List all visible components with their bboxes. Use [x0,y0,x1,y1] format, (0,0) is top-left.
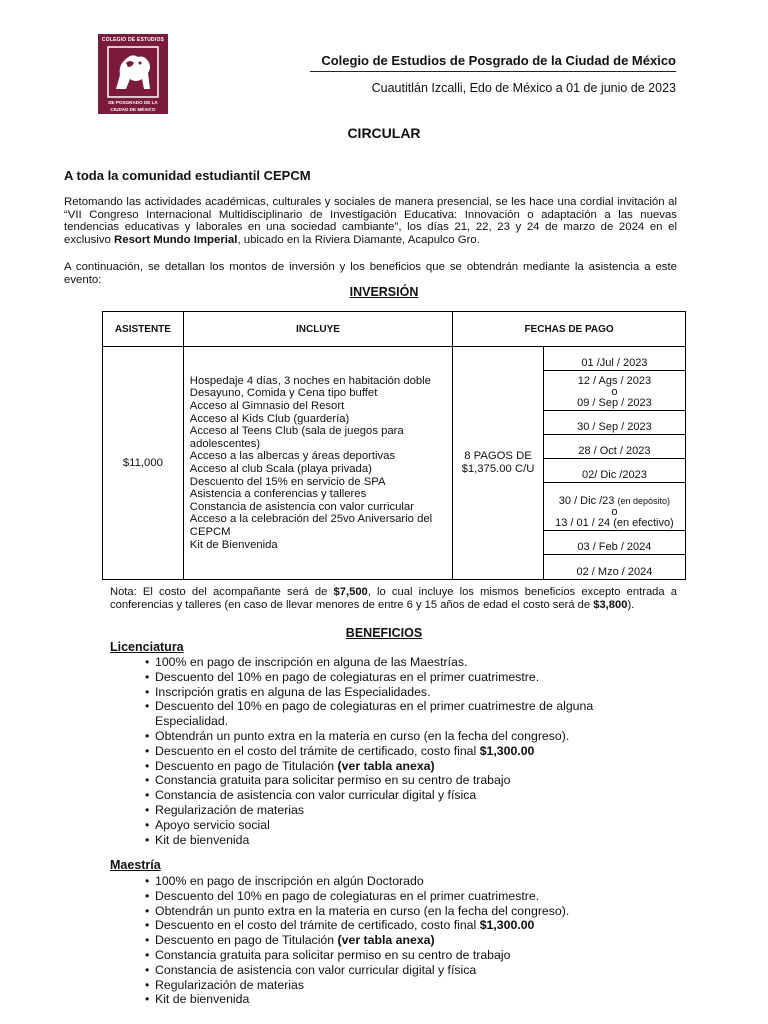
list-item: • Obtendrán un punto extra en la materia en curso (en la fecha del congreso). [145,729,665,744]
list-item: • Obtendrán un punto extra en la materia en curso (en la fecha del congreso). [145,904,665,919]
fecha-8: 02 / Mzo / 2024 [576,566,653,578]
incluye-list [184,375,452,551]
resort-name: Resort Mundo Imperial [114,233,238,246]
fecha-5: 02/ Dic /2023 [544,459,685,483]
maestria-title: Maestría [110,858,161,872]
companion-note: Nota: El costo del acompañante será de $7,500, lo cual incluye los mismos beneficios excepto entrada a conferencias y talleres (en caso de llevar menores de entre 6 y 15 años de edad el costo será de $3,800). [110,586,677,611]
list-item: • Descuento en el costo del trámite de certificado, costo final $1,300.00 [145,744,665,759]
list-item: • Regularización de materias [145,803,665,818]
table-header-row [103,312,686,347]
list-item: • Kit de bienvenida [145,992,665,1007]
list-item: • Descuento en pago de Titulación (ver tabla anexa) [145,933,665,948]
incluye-item: Acceso a las albercas y áreas deportivas [189,450,396,463]
pagos-line-1: 8 PAGOS DE [464,450,532,462]
fecha-3: 30 / Sep / 2023 [544,411,685,435]
incluye-item: Constancia de asistencia con valor curricular [189,500,414,513]
place-date: Cuautitlán Izcalli, Edo de México a 01 de junio de 2023 [371,81,676,95]
list-item: • Constancia de asistencia con valor curricular digital y física [145,788,665,803]
list-item: • Descuento del 10% en pago de colegiaturas en el primer cuatrimestre de alguna Especialidad. [145,699,665,729]
header-divider [310,71,676,72]
lion-emblem-icon [106,45,160,99]
institution-name: Colegio de Estudios de Posgrado de la Ciudad de México [321,53,676,68]
table-row [103,347,686,580]
college-logo [98,34,168,114]
list-item: • Descuento en el costo del trámite de certificado, costo final $1,300.00 [145,918,665,933]
incluye-item: Desayuno, Comida y Cena tipo buffet [189,387,378,400]
incluye-item: Acceso al Teens Club (sala de juegos para adolescentes) [189,425,404,450]
incluye-item: Kit de Bienvenida [189,538,278,551]
incluye-item: Acceso al Gimnasio del Resort [189,400,345,413]
pagos-line-2: $1,375.00 C/U [461,463,535,475]
list-item: • Kit de bienvenida [145,833,665,848]
list-item: • Constancia gratuita para solicitar permiso en su centro de trabajo [145,948,665,963]
fecha-2: 12 / Ags / 2023 o 09 / Sep / 2023 [544,371,685,411]
incluye-item: Descuento del 15% en servicio de SPA [189,475,386,488]
list-item: • 100% en pago de inscripción en alguna de las Maestrías. [145,655,665,670]
licenciatura-title: Licenciatura [110,640,184,654]
inversion-title: INVERSIÓN [349,285,419,299]
investment-table [102,311,686,580]
list-item: • Constancia de asistencia con valor curricular digital y física [145,963,665,978]
list-item: • Descuento del 10% en pago de colegiaturas en el primer cuatrimestre. [145,670,665,685]
list-item: • Apoyo servicio social [145,818,665,833]
incluye-item: Acceso al club Scala (playa privada) [189,463,372,475]
fecha-1: 01 /Jul / 2023 [544,347,685,371]
fecha-4: 28 / Oct / 2023 [544,435,685,459]
fechas-cell [543,347,685,580]
asistente-price: $11,000 [103,347,184,580]
header-incluye: INCLUYE [183,312,452,347]
licenciatura-benefits [145,655,665,847]
list-item: • 100% en pago de inscripción en algún Doctorado [145,874,665,889]
beneficios-title: BENEFICIOS [345,626,423,640]
addressee: A toda la comunidad estudiantil CEPCM [64,168,311,183]
circular-title: CIRCULAR [347,125,421,141]
incluye-item: Hospedaje 4 días, 3 noches en habitación doble [189,374,431,387]
header-fechas: FECHAS DE PAGO [453,312,686,347]
details-paragraph: A continuación, se detallan los montos de inversión y los beneficios que se obtendrán mediante la asistencia a este evento: [64,261,677,286]
list-item: • Descuento del 10% en pago de colegiaturas en el primer cuatrimestre. [145,889,665,904]
logo-bottom-text-1: DE POSGRADO DE LA [108,100,158,105]
logo-top-text: COLEGIO DE ESTUDIOS [101,37,165,43]
fecha-6: 30 / Dic /23 (en depósito) o 13 / 01 / 24 (en efectivo) [544,483,685,531]
invitation-paragraph: Retomando las actividades académicas, culturales y sociales de manera presencial, se les hace una cordial invitación al “VII Congreso Internacional Multidisciplinario de Investigación Educativa: Innovación o adaptación a las nuevas tendencias educativas y laborales en una sociedad cambiante”, los días 21, 22, 23 y 24 de marzo de 2024 en el exclusivo Resort Mundo Imperial, ubicado en la Riviera Diamante, Acapulco Gro. [64,196,677,246]
pagos-cell [453,347,544,580]
logo-bottom-text-2: CIUDAD DE MÉXICO [110,106,156,112]
maestria-benefits [145,874,665,1007]
incluye-item: Acceso a la celebración del 25vo Aniversario del CEPCM [189,513,433,538]
list-item: • Regularización de materias [145,978,665,993]
incluye-item: Asistencia a conferencias y talleres [189,488,367,501]
fecha-7: 03 / Feb / 2024 [544,531,685,555]
list-item: • Inscripción gratis en alguna de las Especialidades. [145,685,665,700]
header-asistente: ASISTENTE [103,312,184,347]
incluye-cell [183,347,452,580]
incluye-item: Acceso al Kids Club (guardería) [189,412,350,425]
list-item: • Constancia gratuita para solicitar permiso en su centro de trabajo [145,773,665,788]
list-item: • Descuento en pago de Titulación (ver tabla anexa) [145,759,665,774]
